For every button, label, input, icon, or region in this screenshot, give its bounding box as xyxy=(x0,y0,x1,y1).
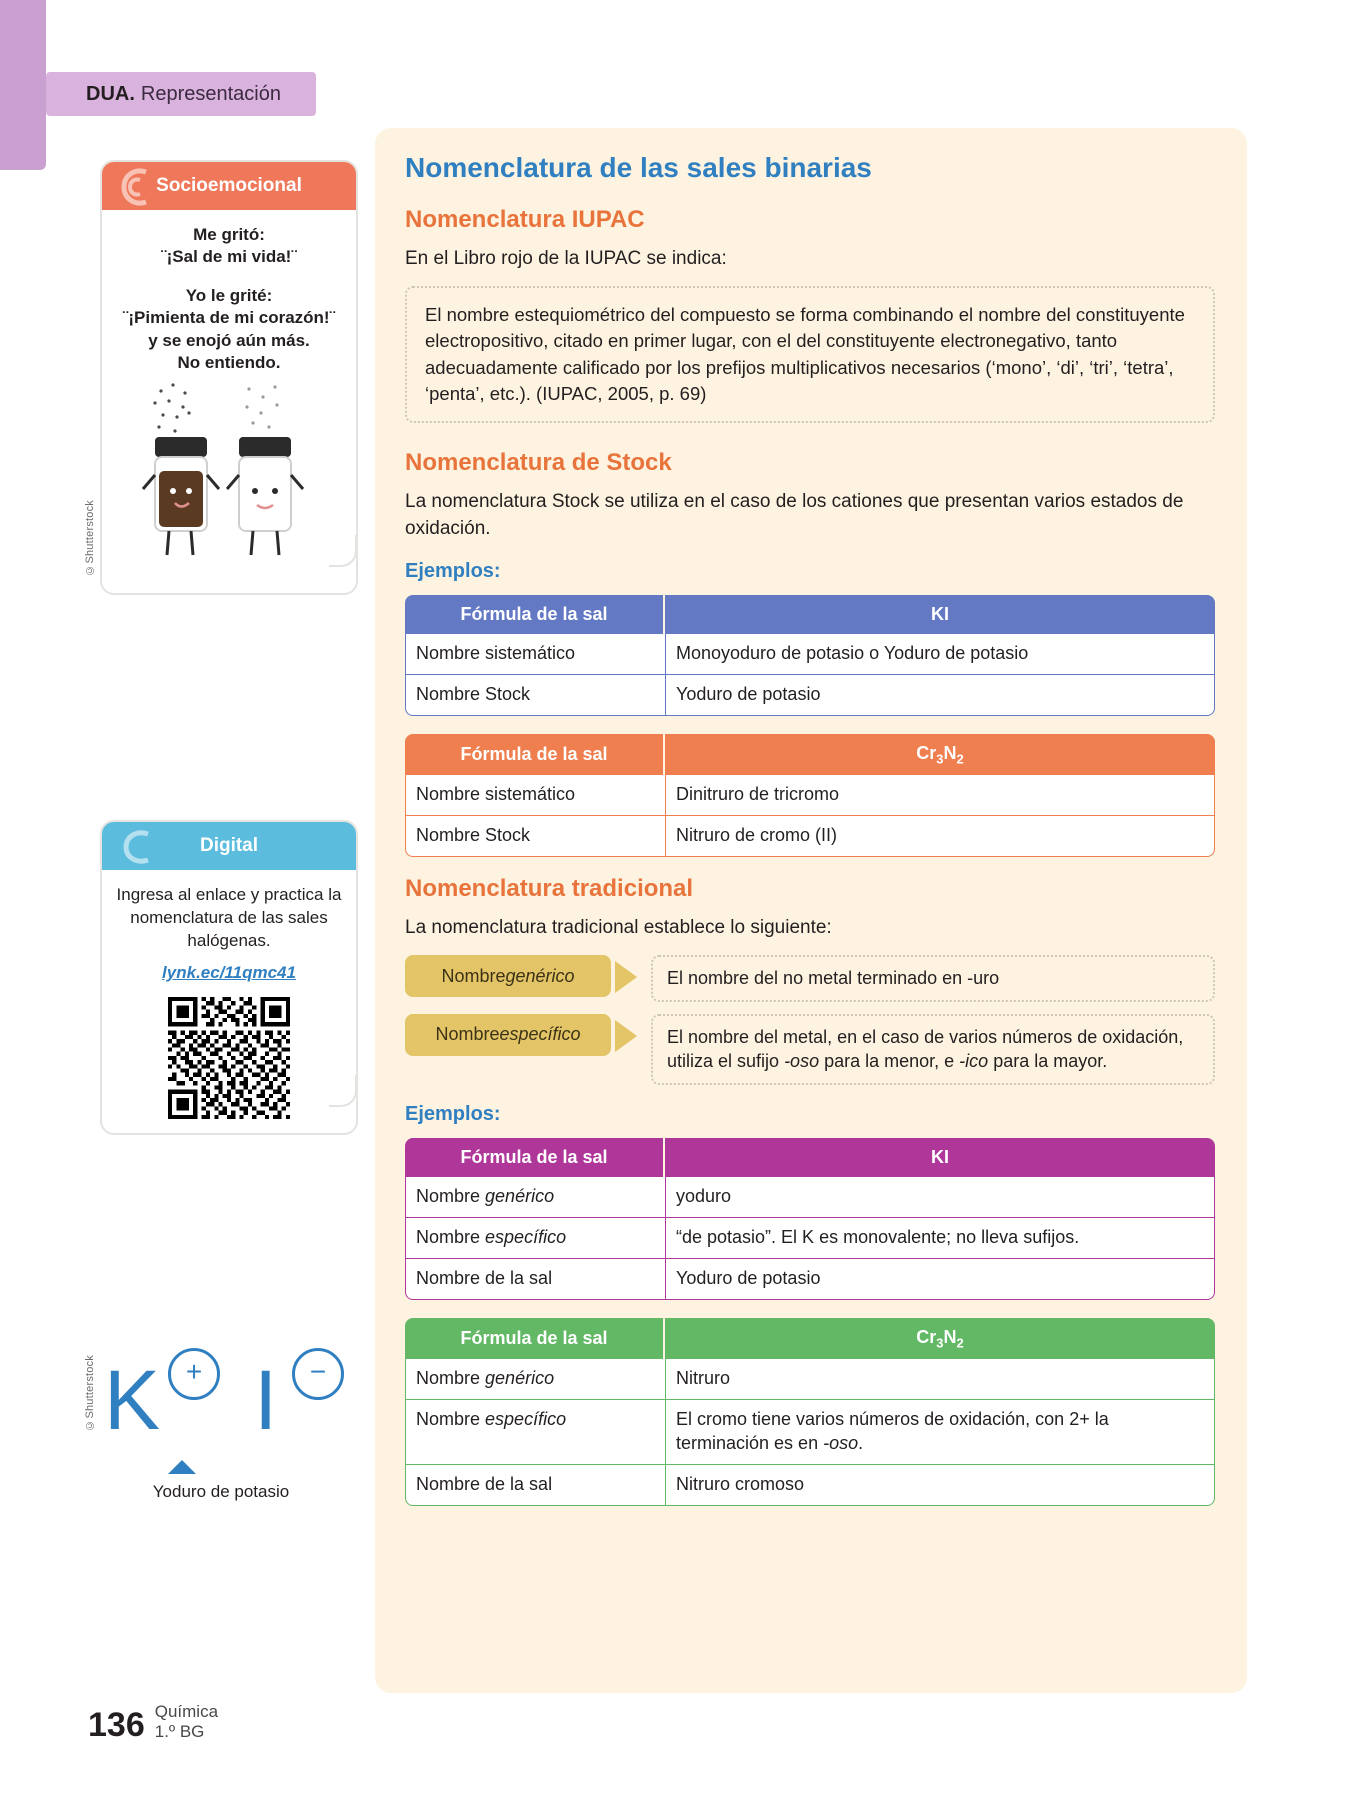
ion-figure xyxy=(96,1340,346,1502)
stock-cr-r2-value: Nitruro de cromo (II) xyxy=(665,816,1215,857)
rule-row-generico xyxy=(405,955,1215,1001)
socio-line-5: y se enojó aún más. xyxy=(148,330,310,350)
rule-text-generico: El nombre del no metal terminado en -uro xyxy=(651,955,1215,1001)
table-row xyxy=(405,775,1215,816)
section-heading-iupac: Nomenclatura IUPAC xyxy=(405,206,645,233)
rule-chip-generico xyxy=(405,955,611,997)
page-footer xyxy=(88,1702,218,1742)
socioemocional-callout-header xyxy=(102,162,356,210)
ion-symbols-row xyxy=(96,1340,346,1460)
stock-examples-label: Ejemplos: xyxy=(405,559,501,582)
socio-line-6: No entiendo. xyxy=(177,353,281,373)
tradicional-examples-label: Ejemplos: xyxy=(405,1102,501,1125)
trad-cr-r2-value-a: El cromo tiene varios números de oxidación, con 2+ la terminación es en xyxy=(676,1409,1109,1453)
trad-ki-r3-label-plain: Nombre de la sal xyxy=(416,1267,553,1288)
trad-ki-r3-value: Yoduro de potasio xyxy=(665,1259,1215,1300)
stock-table-ki xyxy=(405,595,1215,716)
table-header-row xyxy=(405,734,1215,776)
formula-cr-sub: 3 xyxy=(936,1335,944,1351)
formula-n-sub: 2 xyxy=(956,1335,964,1351)
trad-ki-r3-label xyxy=(405,1259,665,1300)
potassium-symbol: K xyxy=(104,1353,161,1447)
salt-pepper-illustration xyxy=(129,379,329,579)
socio-line-3: Yo le grité: xyxy=(185,285,273,305)
formula-n: N xyxy=(943,1326,957,1347)
rule-text-especifico-b: para la menor, e xyxy=(819,1051,960,1072)
rule-chip-especifico-plain: Nombre xyxy=(435,1024,500,1045)
trad-cr-r2-value xyxy=(665,1400,1215,1465)
stock-intro: La nomenclatura Stock se utiliza en el caso de los cationes que presentan varios estados de oxidación. xyxy=(405,491,1184,539)
trad-ki-r1-label-ital: genérico xyxy=(485,1185,555,1206)
page-edge-bar xyxy=(0,0,46,170)
negative-charge-icon: − xyxy=(292,1348,344,1400)
trad-cr-r3-label xyxy=(405,1465,665,1506)
rule-text-especifico xyxy=(651,1014,1215,1085)
trad-cr-r2-label-plain: Nombre xyxy=(416,1409,486,1430)
section-heading-stock: Nomenclatura de Stock xyxy=(405,449,672,477)
tradicional-table-cr3n2 xyxy=(405,1318,1215,1506)
trad-ki-r2-value: “de potasio”. El K es monovalente; no lleva sufijos. xyxy=(665,1218,1215,1259)
trad-cr-r3-value: Nitruro cromoso xyxy=(665,1465,1215,1506)
table-row xyxy=(405,816,1215,857)
table-row xyxy=(405,675,1215,716)
stock-ki-r1-label: Nombre sistemático xyxy=(405,634,665,675)
digital-callout-text: Ingresa al enlace y practica la nomenclatura de las sales halógenas. xyxy=(116,885,342,950)
rule-chip-generico-plain: Nombre xyxy=(441,965,506,986)
stock-table-cr3n2 xyxy=(405,734,1215,857)
trad-ki-header-compound: KI xyxy=(665,1138,1215,1177)
digital-callout xyxy=(100,820,358,1135)
rule-row-especifico xyxy=(405,1014,1215,1085)
trad-cr-r1-value: Nitruro xyxy=(665,1359,1215,1400)
stock-cr-r1-label: Nombre sistemático xyxy=(405,775,665,816)
stock-cr-r2-label: Nombre Stock xyxy=(405,816,665,857)
digital-callout-body xyxy=(102,870,356,1133)
dua-tag-strong: DUA. xyxy=(86,82,135,105)
stock-cr-r1-value: Dinitruro de tricromo xyxy=(665,775,1215,816)
stock-cr-header-compound xyxy=(665,734,1215,776)
digital-callout-header xyxy=(102,822,356,870)
qr-code[interactable] xyxy=(168,997,290,1119)
tradicional-intro: La nomenclatura tradicional establece lo siguiente: xyxy=(405,917,832,939)
formula-cr-sub: 3 xyxy=(936,751,944,767)
digital-icon xyxy=(116,826,160,868)
trad-cr-r1-label-ital: genérico xyxy=(485,1368,555,1389)
rule-chip-especifico-ital: específico xyxy=(499,1024,581,1045)
socioemocional-callout-body xyxy=(102,210,356,593)
table-row xyxy=(405,1465,1215,1506)
footer-subject: Química xyxy=(154,1701,219,1721)
tradicional-table-ki xyxy=(405,1138,1215,1300)
table-row xyxy=(405,1400,1215,1465)
socio-line-1: Me gritó: xyxy=(193,225,265,244)
trad-cr-r2-label xyxy=(405,1400,665,1465)
table-header-row xyxy=(405,1138,1215,1177)
trad-cr-header-formula: Fórmula de la sal xyxy=(405,1318,665,1360)
ion-figure-caption: Yoduro de potasio xyxy=(152,1482,290,1501)
rule-text-especifico-ital2: -ico xyxy=(959,1051,989,1072)
trad-ki-r1-label xyxy=(405,1177,665,1218)
table-row xyxy=(405,1359,1215,1400)
rule-chip-generico-ital: genérico xyxy=(505,965,575,986)
digital-link[interactable]: lynk.ec/11qmc41 xyxy=(162,963,296,983)
formula-cr: Cr xyxy=(916,1326,937,1347)
socio-line-4: ¨¡Pimienta de mi corazón!¨ xyxy=(122,308,336,328)
trad-ki-r2-label xyxy=(405,1218,665,1259)
socioemocional-callout xyxy=(100,160,358,595)
footer-meta xyxy=(155,1702,218,1742)
rule-text-especifico-ital1: -oso xyxy=(784,1051,820,1072)
positive-charge-icon: + xyxy=(168,1348,220,1400)
stock-ki-header-formula: Fórmula de la sal xyxy=(405,595,665,634)
trad-ki-r2-label-ital: específico xyxy=(485,1226,567,1247)
formula-n-sub: 2 xyxy=(956,751,964,767)
section-heading-tradicional: Nomenclatura tradicional xyxy=(405,875,694,903)
formula-n: N xyxy=(943,742,957,763)
trad-ki-header-formula: Fórmula de la sal xyxy=(405,1138,665,1177)
iupac-quote-box: El nombre estequiométrico del compuesto se forma combinando el nombre del constituyente electropositivo, citado en primer lugar, con el del constituyente electronegativo, tanto adecuadamente calificado por los prefijos multiplicativos necesarios (‘mono’, ‘di’, ‘tri’, ‘tetra’, ‘penta’, etc.). (IUPAC, 2005, p. 69) xyxy=(405,286,1215,423)
table-header-row xyxy=(405,595,1215,634)
rule-text-especifico-a: El nombre del metal, en el caso de varios números de oxidación, utiliza el sufijo xyxy=(667,1026,1184,1072)
pointer-triangle-icon xyxy=(168,1460,196,1474)
formula-cr: Cr xyxy=(916,742,937,763)
digital-callout-title: Digital xyxy=(199,835,259,856)
trad-cr-r1-label xyxy=(405,1359,665,1400)
trad-cr-r2-value-b: . xyxy=(858,1432,864,1453)
socioemocional-icon xyxy=(116,166,160,208)
image-credit-socio: ©Shutterstock xyxy=(84,500,96,576)
arrow-right-icon xyxy=(615,1020,637,1052)
dua-tag xyxy=(46,72,316,116)
trad-cr-r3-label-plain: Nombre de la sal xyxy=(416,1473,553,1494)
stock-cr-header-formula: Fórmula de la sal xyxy=(405,734,665,776)
stock-ki-header-compound: KI xyxy=(665,595,1215,634)
iodine-symbol: I xyxy=(254,1353,278,1447)
trad-cr-r2-value-ital: -oso xyxy=(823,1432,859,1453)
rule-chip-especifico xyxy=(405,1014,611,1056)
arrow-right-icon xyxy=(615,961,637,993)
trad-cr-r1-label-plain: Nombre xyxy=(416,1368,486,1389)
page-title: Nomenclatura de las sales binarias xyxy=(405,152,872,183)
stock-ki-r2-value: Yoduro de potasio xyxy=(665,675,1215,716)
main-content-panel xyxy=(375,128,1247,1693)
trad-ki-r1-label-plain: Nombre xyxy=(416,1185,486,1206)
image-credit-ion: ©Shutterstock xyxy=(84,1355,96,1431)
socio-line-2: ¨¡Sal de mi vida!¨ xyxy=(160,247,298,267)
table-header-row xyxy=(405,1318,1215,1360)
table-row xyxy=(405,1177,1215,1218)
socioemocional-callout-title: Socioemocional xyxy=(156,175,302,196)
trad-ki-r1-value: yoduro xyxy=(665,1177,1215,1218)
table-row xyxy=(405,1218,1215,1259)
table-row xyxy=(405,1259,1215,1300)
trad-cr-header-compound xyxy=(665,1318,1215,1360)
trad-cr-r2-label-ital: específico xyxy=(485,1409,567,1430)
footer-level: 1.º BG xyxy=(154,1721,205,1741)
stock-ki-r1-value: Monoyoduro de potasio o Yoduro de potasio xyxy=(665,634,1215,675)
dua-tag-label: Representación xyxy=(140,82,281,105)
rule-text-especifico-c: para la mayor. xyxy=(988,1051,1108,1072)
page-number: 136 xyxy=(88,1706,145,1744)
stock-ki-r2-label: Nombre Stock xyxy=(405,675,665,716)
trad-ki-r2-label-plain: Nombre xyxy=(416,1226,486,1247)
iupac-intro: En el Libro rojo de la IUPAC se indica: xyxy=(405,248,727,269)
table-row xyxy=(405,634,1215,675)
